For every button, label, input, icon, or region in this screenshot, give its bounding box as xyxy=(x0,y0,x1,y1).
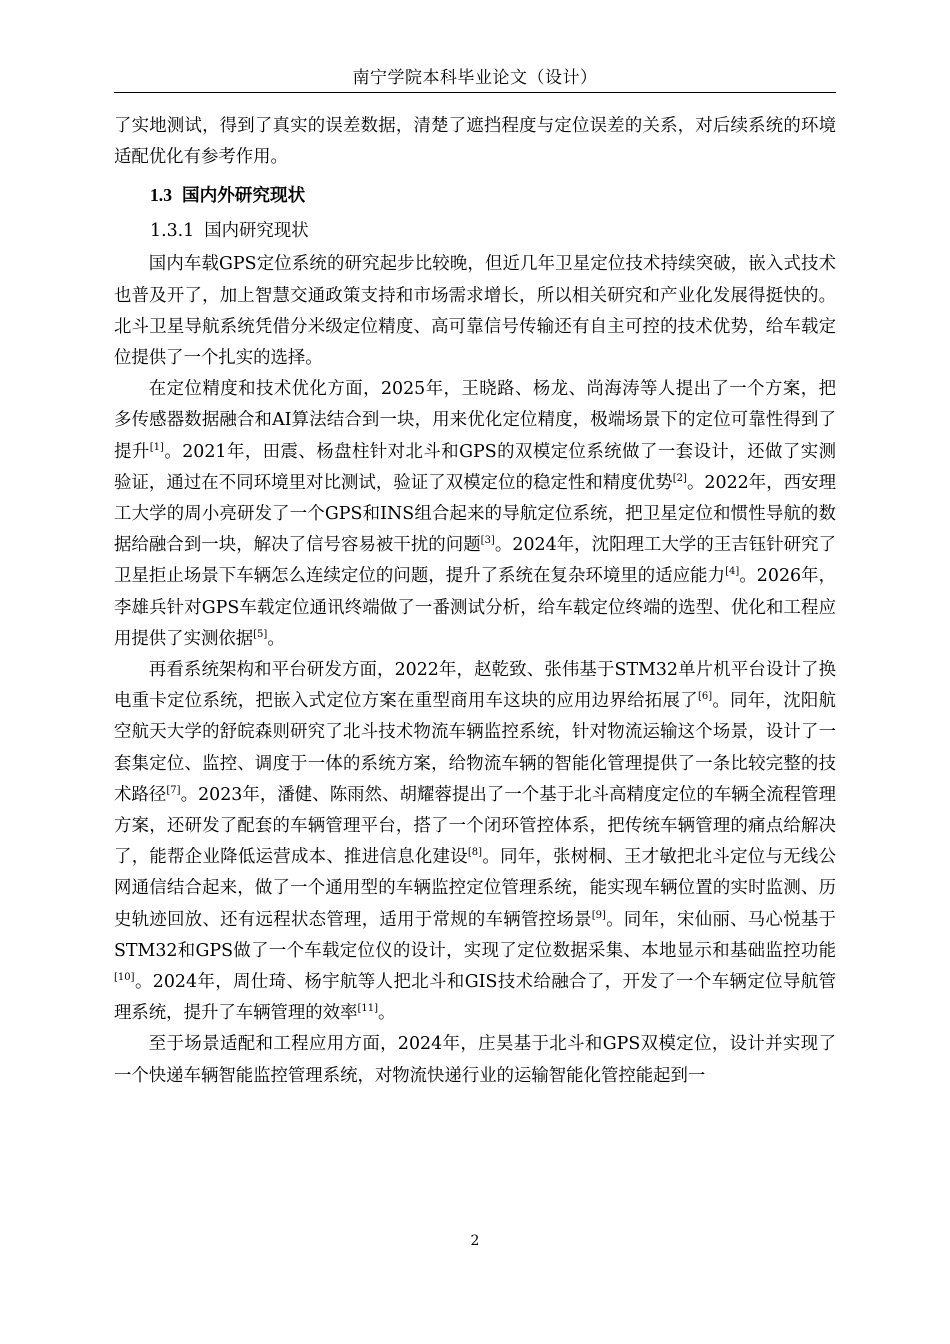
paragraph-applications: 至于场景适配和工程应用方面，2024年，庄昊基于北斗和GPS双模定位，设计并实现了一个快递车辆智能监控管理系统，对物流快递行业的运输智能化管控能起到一 xyxy=(114,1034,836,1086)
text-run: 。2022年，西安理工大学的周小亮研发了一个GPS和INS组合起来的导航定位系统，把卫星定位和惯性导航的数据给融合到一块，解决了信号容易被干扰的问题 xyxy=(114,472,836,556)
subsection-heading xyxy=(114,213,836,249)
citation-3: [3] xyxy=(480,535,495,547)
citation-11: [11] xyxy=(357,1003,379,1015)
body-text xyxy=(114,111,836,1092)
text-run: 。2026年，李雄兵针对GPS车载定位通讯终端做了一番测试分析，给车载定位终端的选型、优化和工程应用提供了实测依据 xyxy=(114,566,836,649)
paragraph-overview: 国内车载GPS定位系统的研究起步比较晚，但近几年卫星定位技术持续突破，嵌入式技术也普及开了，加上智慧交通政策支持和市场需求增长，所以相关研究和产业化发展得挺快的。北斗卫星导航系统凭借分米级定位精度、高可靠信号传输还有自主可控的技术优势，给车载定位提供了一个扎实的选择。 xyxy=(114,254,836,369)
text-run: 。2024年，沈阳理工大学的王吉钰针研究了卫星拒止场景下车辆怎么连续定位的问题，提升了系统在复杂环境里的适应能力 xyxy=(114,535,836,587)
text-run: 。同年，张树桐、王才敏把北斗定位与无线公网通信结合起来，做了一个通用型的车辆监控定位管理系统，能实现车辆位置的实时监测、历史轨迹回放、还有远程状态管理，适用于常规的车辆管控场景 xyxy=(114,847,836,930)
page-number: 2 xyxy=(470,1233,480,1249)
text-run: 。2023年，潘健、陈雨然、胡耀蓉提出了一个基于北斗高精度定位的车辆全流程管理方案，还研发了配套的车辆管理平台，搭了一个闭环管控体系，把传统车辆管理的痛点给解决了，能帮企业降低运营成本、推进信息化建设 xyxy=(114,784,836,868)
subsection-number: 1.3.1 xyxy=(150,221,195,242)
text-run: 。 xyxy=(378,1003,396,1024)
text-run: 。2021年，田震、杨盘柱针对北斗和GPS的双模定位系统做了一套设计，还做了实测验证，通过在不同环境里对比测试，验证了双模定位的稳定性和精度优势 xyxy=(114,441,836,493)
subsection-title: 国内研究现状 xyxy=(204,221,309,242)
running-header: 南宁学院本科毕业论文（设计） xyxy=(352,68,598,88)
citation-4: [4] xyxy=(725,566,740,578)
citation-6: [6] xyxy=(697,691,713,703)
citation-7: [7] xyxy=(166,784,181,796)
text-run: 。2024年，周仕琦、杨宇航等人把北斗和GIS技术给融合了，开发了一个车辆定位导航管理系统，提升了车辆管理的效率 xyxy=(114,972,836,1024)
paragraph-accuracy xyxy=(114,374,836,655)
citation-10: [10] xyxy=(114,972,135,984)
text-run: 在定位精度和技术优化方面，2025年，王晓路、杨龙、尚海涛等人提出了一个方案，把多传感器数据融合和AI算法结合到一块，用来优化定位精度，极端场景下的定位可靠性得到了提升 xyxy=(114,379,836,462)
citation-5: [5] xyxy=(253,628,268,640)
citation-2: [2] xyxy=(672,472,687,484)
text-run: 。 xyxy=(267,628,285,649)
citation-8: [8] xyxy=(467,847,483,859)
text-run: 再看系统架构和平台研发方面，2022年，赵乾致、张伟基于STM32单片机平台设计了换电重卡定位系统，把嵌入式定位方案在重型商用车这块的应用边界给拓展了 xyxy=(114,660,836,712)
section-title: 国内外研究现状 xyxy=(182,185,306,206)
text-run: 。同年，宋仙丽、马心悦基于STM32和GPS做了一个车载定位仪的设计，实现了定位数据采集、本地显示和基础监控功能 xyxy=(114,909,836,961)
section-number: 1.3 xyxy=(150,185,172,206)
citation-9: [9] xyxy=(591,909,606,921)
text-run: 。同年，沈阳航空航天大学的舒皖森则研究了北斗技术物流车辆监控系统，针对物流运输这个场景，设计了一套集定位、监控、调度于一体的系统方案，给物流车辆的智能化管理提供了一条比较完整的技术路径 xyxy=(114,691,836,805)
continuation-paragraph: 了实地测试，得到了真实的误差数据，清楚了遮挡程度与定位误差的关系，对后续系统的环境适配优化有参考作用。 xyxy=(114,116,836,168)
paragraph-architecture xyxy=(114,655,836,1029)
section-heading xyxy=(114,177,836,213)
header-rule xyxy=(114,92,836,93)
citation-1: [1] xyxy=(149,441,164,453)
